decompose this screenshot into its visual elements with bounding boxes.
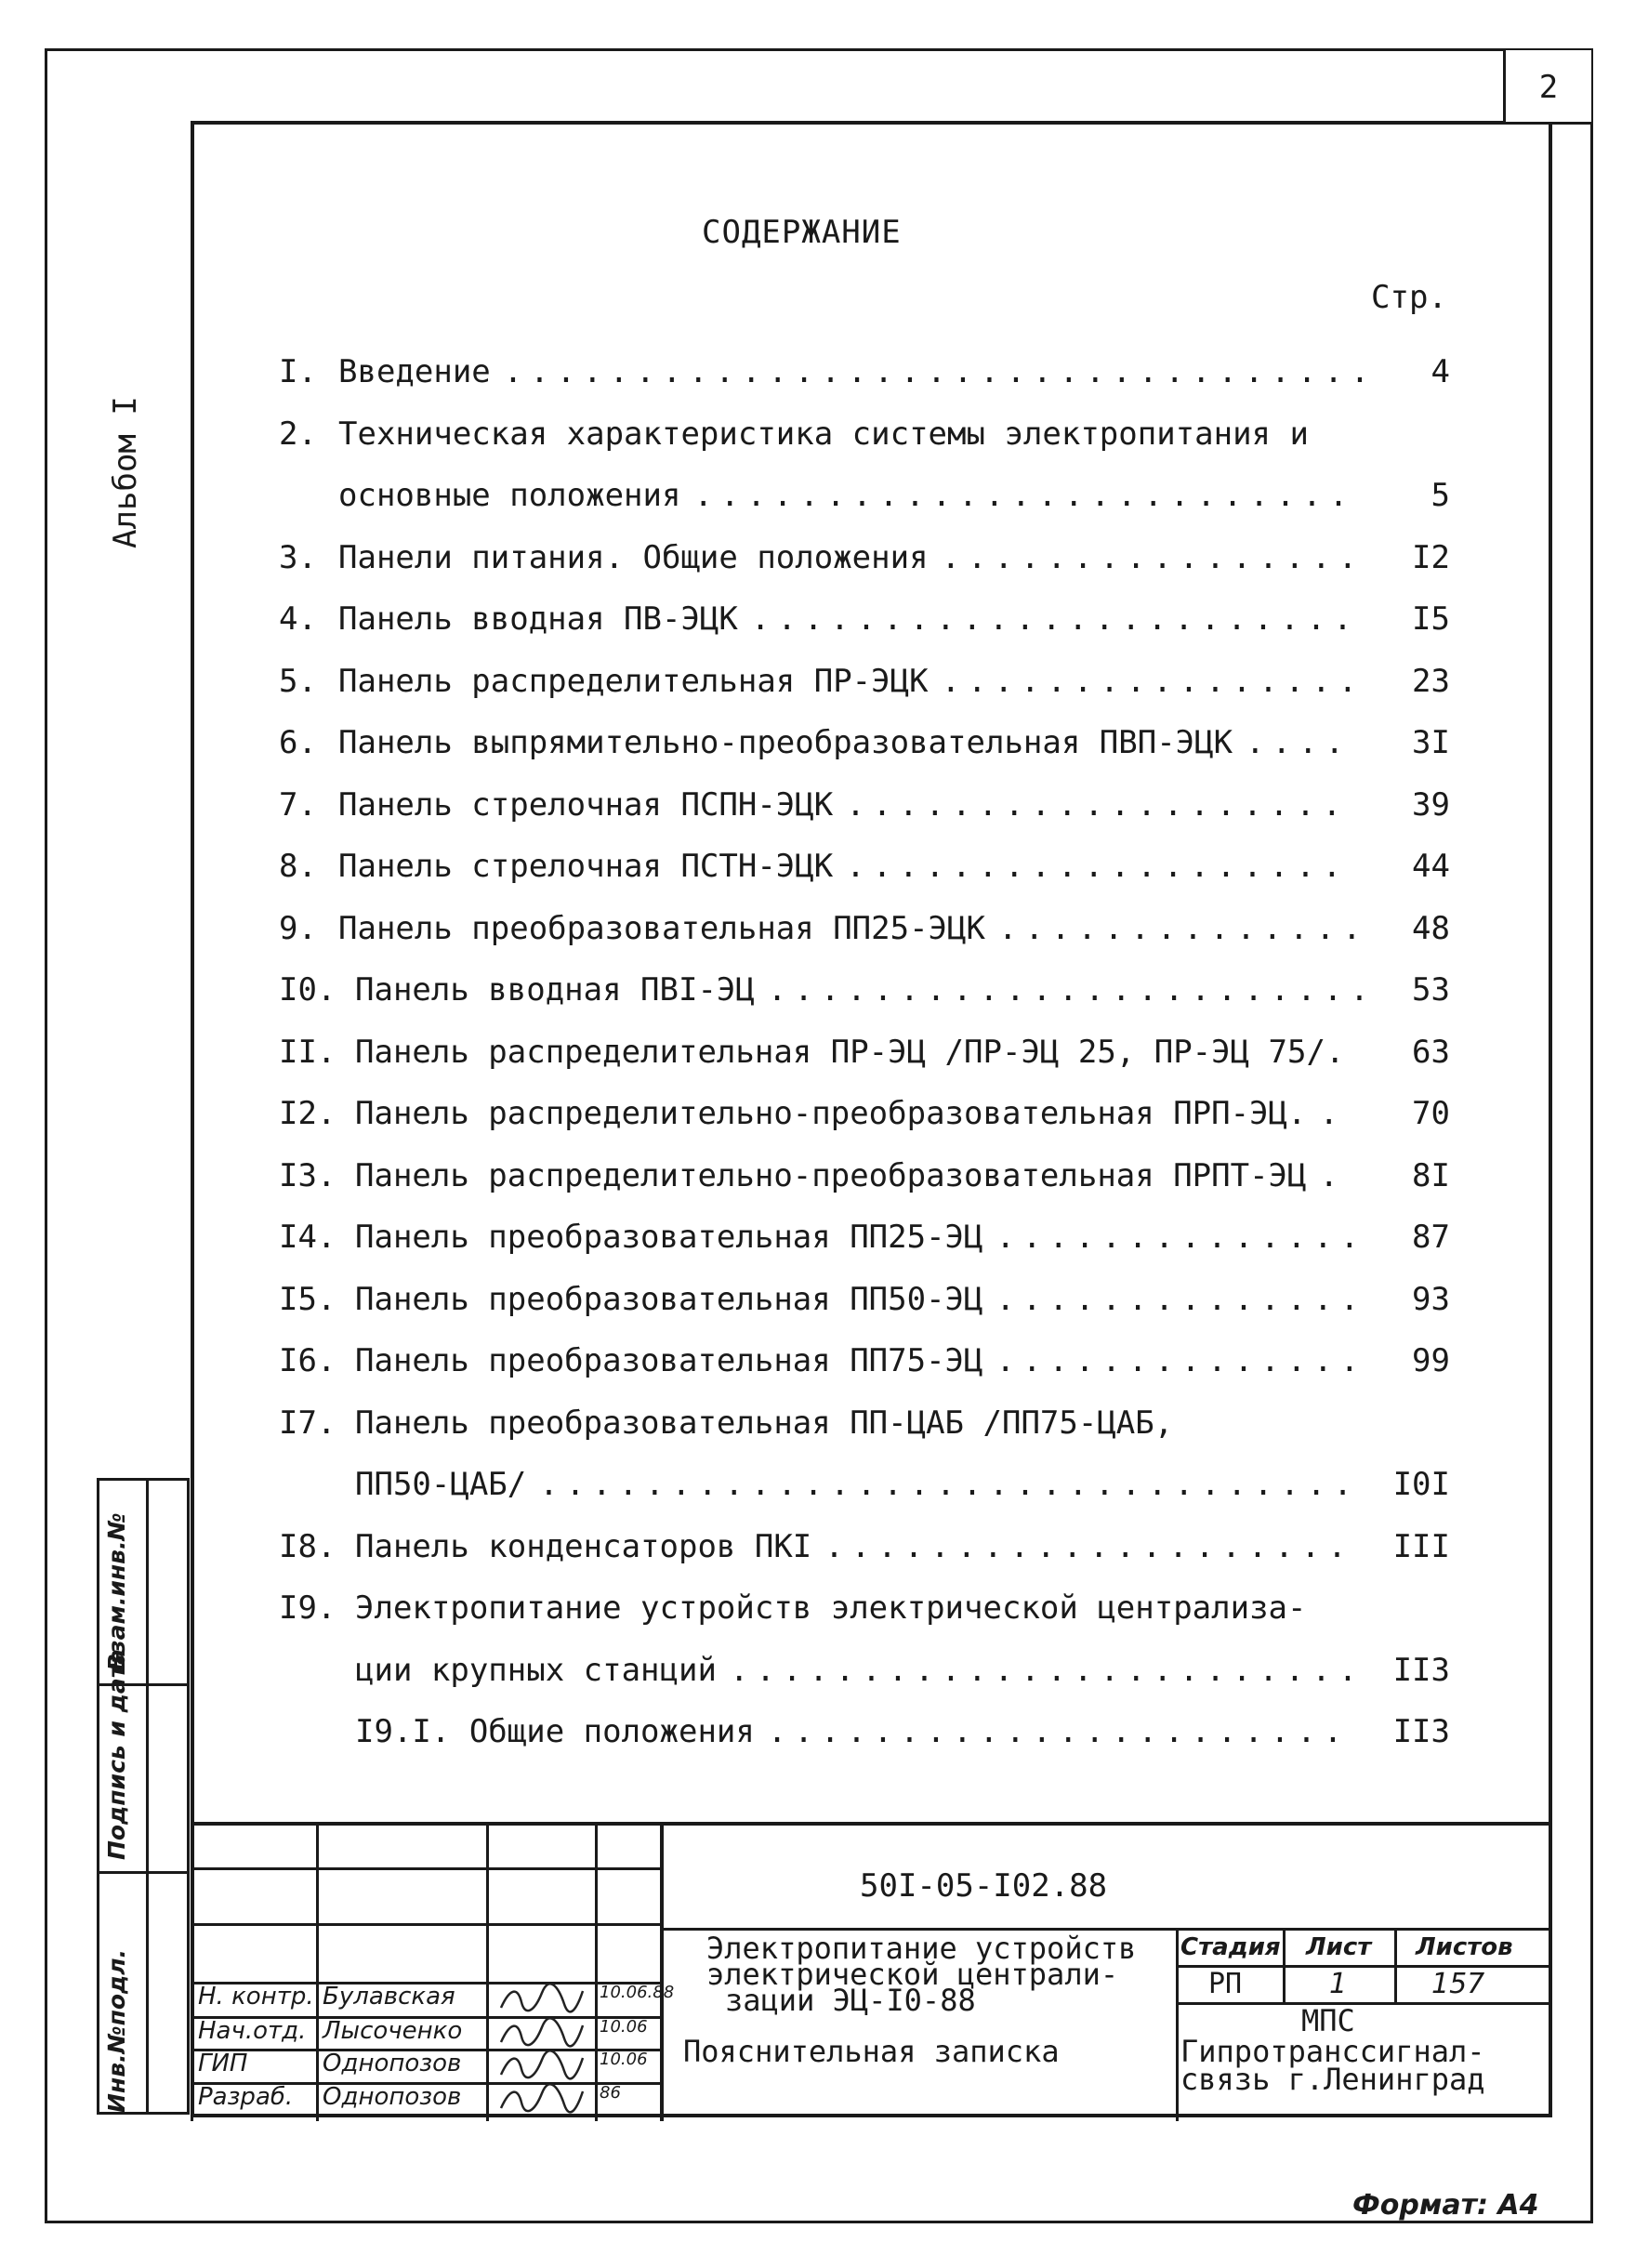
org-line-3: связь г.Ленинград [1180, 2062, 1485, 2097]
toc-entry-text: I9.I. Общие положения [355, 1713, 755, 1750]
toc-entry [279, 724, 1450, 786]
signature-mark [497, 2018, 586, 2054]
tb-line [191, 1923, 660, 1926]
sheets-label: Листов [1416, 1933, 1513, 1961]
toc-entry-number: 6. [279, 724, 317, 761]
toc-entry-number: 7. [279, 785, 317, 824]
stage-label: Стадия [1180, 1933, 1281, 1961]
toc-entry-page: 3I [1412, 724, 1450, 761]
toc-leader-dots: .............. [996, 1280, 1367, 1318]
toc-entry-text: Панель преобразовательная ПП25-ЭЦК [338, 909, 985, 947]
toc-entry-text: Панель стрелочная ПСПН-ЭЦК [338, 785, 834, 824]
toc-leader-dots: .............. [996, 1219, 1367, 1256]
toc-entry-number: I6. [279, 1342, 336, 1379]
vzam-inv-label: Взам.инв.№ [103, 1512, 130, 1671]
toc-entry-page: 99 [1412, 1342, 1450, 1379]
toc-entry [279, 1404, 1450, 1467]
sign-date-label: Подпись и дата [103, 1648, 130, 1860]
toc-entry-number: 9. [279, 909, 317, 947]
tb-line [660, 1826, 664, 2121]
toc-entry-number: I4. [279, 1219, 336, 1256]
toc-entry [279, 477, 1450, 539]
toc-entry [279, 971, 1450, 1034]
toc-entry-page: I2 [1412, 538, 1450, 576]
toc-entry-number: I. [279, 353, 317, 390]
toc-entry [279, 910, 1450, 972]
signer-date: 10.06 [600, 2050, 648, 2069]
toc-entry [279, 1652, 1450, 1714]
stage-value: РП [1208, 1968, 1243, 2000]
toc-entry [279, 1342, 1450, 1404]
doc-subtitle: Пояснительная записка [683, 2034, 1060, 2069]
toc-entry-page: 39 [1412, 785, 1450, 824]
toc-entry-page: 5 [1431, 477, 1450, 514]
toc-entry [279, 353, 1450, 415]
tb-line [1176, 1928, 1179, 2121]
toc-leader-dots: ................ [941, 538, 1365, 576]
toc-entry-page: II3 [1392, 1651, 1450, 1689]
toc-entry [279, 848, 1450, 910]
toc-entry-number: 8. [279, 848, 317, 885]
sheet-number: 2 [1503, 50, 1591, 125]
toc-entry [279, 786, 1450, 849]
toc-leader-dots: ....................... [767, 971, 1377, 1009]
sheet-value: 1 [1329, 1968, 1348, 2000]
toc-entry-page: 93 [1412, 1280, 1450, 1318]
signer-name: Однопозов [323, 2050, 462, 2077]
signer-name: Булавская [323, 1983, 455, 2011]
table-of-contents [279, 353, 1450, 1775]
toc-entry-page: 70 [1412, 1095, 1450, 1132]
toc-entry-text: Панель вводная ПВ-ЭЦК [338, 600, 738, 638]
toc-leader-dots: ................ [941, 662, 1365, 700]
toc-entry-text: Техническая характеристика системы электропитания и [338, 415, 1309, 453]
toc-entry-page: 53 [1412, 971, 1450, 1009]
tb-line [1283, 1928, 1286, 2002]
toc-leader-dots: .............. [996, 1342, 1367, 1379]
org-line-2: Гипротранссигнал- [1180, 2034, 1485, 2069]
toc-leader-dots: ....................... [750, 600, 1360, 638]
format-label: Формат: А4 [1352, 2189, 1539, 2222]
signer-role: Разраб. [198, 2083, 294, 2111]
toc-entry-text: Введение [338, 353, 491, 390]
toc-leader-dots: .............. [997, 909, 1369, 947]
toc-leader-dots: .... [1246, 724, 1352, 761]
toc-entry-page: 4 [1431, 353, 1450, 390]
tb-line [1176, 2002, 1552, 2005]
signer-name: Лысоченко [323, 2017, 463, 2045]
toc-entry [279, 539, 1450, 601]
toc-entry-text: Панель выпрямительно-преобразовательная ПВП-ЭЦК [338, 724, 1233, 761]
toc-entry-page: I0I [1392, 1466, 1450, 1503]
doc-title-line-2: электрической централи- [706, 1957, 1119, 1992]
toc-entry-text: Панель стрелочная ПСТН-ЭЦК [338, 848, 834, 885]
page-title: СОДЕРЖАНИЕ [702, 214, 902, 251]
toc-entry [279, 1713, 1450, 1775]
toc-entry-number: I8. [279, 1527, 336, 1565]
signature-mark [497, 2084, 586, 2120]
toc-entry-text: Панель вводная ПВI-ЭЦ [355, 971, 755, 1009]
signer-role: Н. контр. [198, 1983, 314, 2011]
sheets-value: 157 [1431, 1968, 1485, 2000]
toc-entry [279, 1281, 1450, 1343]
tb-line [191, 1867, 660, 1870]
inv-orig-label: Инв.№подл. [103, 1948, 130, 2113]
toc-entry-text: Панель преобразовательная ПП-ЦАБ /ПП75-ЦАБ, [355, 1404, 1174, 1442]
toc-entry-number: I7. [279, 1404, 336, 1442]
toc-leader-dots: ................... [846, 848, 1350, 885]
toc-entry [279, 1095, 1450, 1157]
toc-entry [279, 1466, 1450, 1528]
doc-title-line-3: зации ЭЦ-I0-88 [725, 1983, 976, 2018]
toc-entry-number: I5. [279, 1280, 336, 1318]
doc-title-line-1: Электропитание устройств [706, 1931, 1137, 1966]
toc-entry [279, 1034, 1450, 1096]
toc-entry-text: Панель распределительная ПР-ЭЦК [338, 662, 929, 700]
toc-leader-dots: ................... [846, 785, 1350, 824]
toc-entry-number: II. [279, 1033, 336, 1071]
toc-entry-number: 4. [279, 600, 317, 638]
toc-entry-text: Панель преобразовательная ПП25-ЭЦ [355, 1219, 983, 1256]
album-label-block [98, 390, 153, 558]
toc-leader-dots: ...................... [767, 1713, 1351, 1750]
toc-entry-text: Панель преобразовательная ПП50-ЭЦ [355, 1280, 983, 1318]
toc-leader-dots: .................... [824, 1527, 1354, 1565]
toc-entry-text: Панель распределительно-преобразовательная ПРПТ-ЭЦ [355, 1156, 1307, 1194]
toc-leader-dots: . [1319, 1095, 1346, 1132]
toc-entry [279, 1528, 1450, 1590]
toc-entry-number: 2. [279, 415, 317, 453]
toc-entry-number: 5. [279, 662, 317, 700]
side-stamp-divider [146, 1481, 149, 2112]
side-stamp [97, 1478, 190, 2115]
toc-entry-text: ПП50-ЦАБ/ [355, 1466, 527, 1503]
signature-mark [497, 2050, 586, 2087]
toc-leader-dots: ............................... [539, 1466, 1360, 1503]
toc-entry-number: I2. [279, 1095, 336, 1132]
signer-date: 86 [600, 2083, 621, 2103]
toc-entry [279, 1219, 1450, 1281]
toc-entry-page: 87 [1412, 1219, 1450, 1256]
org-line-1: МПС [1301, 2003, 1355, 2038]
toc-leader-dots: ................................. [503, 353, 1378, 390]
toc-entry [279, 1157, 1450, 1220]
doc-number: 50I-05-I02.88 [860, 1867, 1108, 1905]
toc-entry [279, 663, 1450, 725]
toc-entry-page: 63 [1412, 1033, 1450, 1071]
sheet-label: Лист [1306, 1933, 1372, 1961]
toc-leader-dots: ........................ [729, 1651, 1365, 1689]
toc-entry-text: Панель преобразовательная ПП75-ЭЦ [355, 1342, 983, 1379]
side-stamp-line [99, 1871, 187, 1874]
toc-entry [279, 600, 1450, 663]
toc-entry-page: I5 [1412, 600, 1450, 638]
page-column-label: Стр. [1371, 279, 1447, 316]
toc-entry-number: 3. [279, 538, 317, 576]
toc-entry-text: основные положения [338, 477, 681, 514]
toc-entry-text: Панель распределительно-преобразовательная ПРП-ЭЦ. [355, 1095, 1307, 1132]
toc-entry-page: II3 [1392, 1713, 1450, 1750]
toc-entry-text: Панель распределительная ПР-ЭЦ /ПР-ЭЦ 25, ПР-ЭЦ 75/. [355, 1033, 1345, 1071]
signer-role: Нач.отд. [198, 2017, 307, 2045]
signer-date: 10.06.88 [600, 1983, 675, 2002]
toc-entry-text: Электропитание устройств электрической централиза- [355, 1589, 1307, 1627]
signer-role: ГИП [198, 2050, 248, 2077]
toc-entry-page: 48 [1412, 909, 1450, 947]
toc-leader-dots: ......................... [693, 477, 1356, 514]
toc-leader-dots: . [1319, 1156, 1346, 1194]
toc-entry-number: I0. [279, 971, 336, 1009]
toc-entry-number: I9. [279, 1589, 336, 1627]
toc-entry-page: 23 [1412, 662, 1450, 700]
signer-name: Однопозов [323, 2083, 462, 2111]
album-label: Альбом I [107, 396, 144, 548]
toc-entry-text: Панели питания. Общие положения [338, 538, 929, 576]
title-block [191, 1822, 1552, 2117]
signer-date: 10.06 [600, 2017, 648, 2037]
toc-entry [279, 1589, 1450, 1652]
signature-mark [497, 1984, 586, 2020]
toc-entry-page: III [1392, 1527, 1450, 1565]
toc-entry-text: ции крупных станций [355, 1651, 717, 1689]
toc-entry-number: I3. [279, 1156, 336, 1194]
tb-line [1394, 1928, 1397, 2002]
toc-entry-page: 8I [1412, 1156, 1450, 1194]
toc-entry [279, 415, 1450, 478]
toc-entry-page: 44 [1412, 848, 1450, 885]
toc-entry-text: Панель конденсаторов ПКI [355, 1527, 812, 1565]
